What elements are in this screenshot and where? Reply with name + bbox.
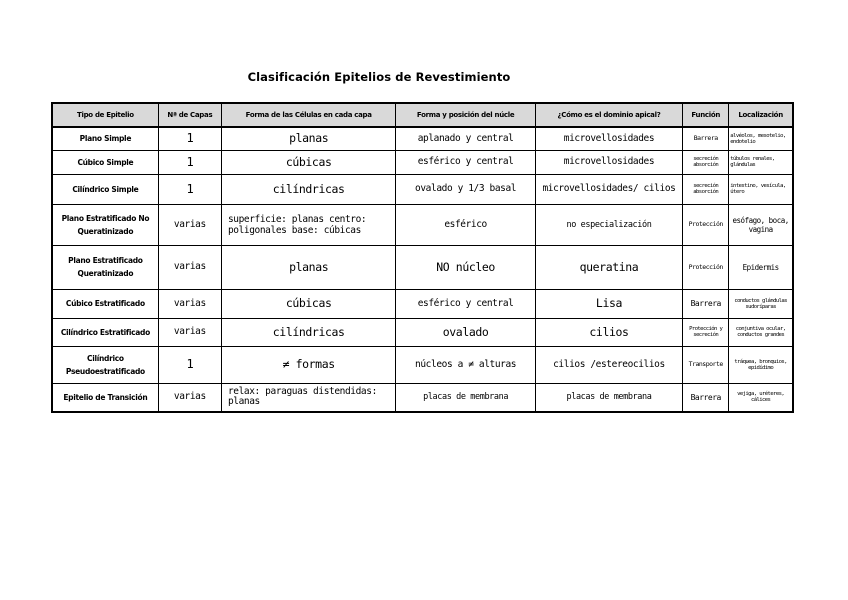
document-title: Clasificación Epitelios de Revestimiento <box>247 70 511 84</box>
table-row <box>52 174 793 204</box>
table-row <box>52 150 793 174</box>
cell-nucleo: núcleos a ≠ alturas <box>396 346 535 383</box>
cell-forma: cúbicas <box>221 289 395 318</box>
cell-apical: cilios /estereocilios <box>535 346 682 383</box>
cell-tipo: Cilíndrico Simple <box>52 174 158 204</box>
cell-capas: varias <box>158 318 221 346</box>
header-funcion: Función <box>683 103 729 127</box>
cell-localizacion: tráquea, bronquios, epidídimo <box>729 346 793 383</box>
cell-capas: 1 <box>158 174 221 204</box>
cell-localizacion: alvéolos, mesotelio, endotelio <box>729 127 793 150</box>
cell-capas: 1 <box>158 346 221 383</box>
cell-tipo: Cúbico Estratificado <box>52 289 158 318</box>
epithelium-classification-table <box>51 102 794 413</box>
cell-forma: ≠ formas <box>221 346 395 383</box>
cell-nucleo: esférico y central <box>396 150 535 174</box>
cell-nucleo: esférico <box>396 204 535 245</box>
cell-funcion: secreción absorción <box>683 150 729 174</box>
cell-apical: Lisa <box>535 289 682 318</box>
cell-forma: planas <box>221 245 395 289</box>
header-nucleo: Forma y posición del núcle <box>396 103 535 127</box>
cell-nucleo: aplanado y central <box>396 127 535 150</box>
cell-forma: cilíndricas <box>221 174 395 204</box>
table-row <box>52 204 793 245</box>
cell-nucleo: ovalado y 1/3 basal <box>396 174 535 204</box>
cell-capas: varias <box>158 383 221 412</box>
header-forma: Forma de las Células en cada capa <box>221 103 395 127</box>
cell-forma: superficie: planas centro: poligonales base: cúbicas <box>221 204 395 245</box>
cell-forma: cilíndricas <box>221 318 395 346</box>
table-row <box>52 245 793 289</box>
cell-tipo: Plano Estratificado No Queratinizado <box>52 204 158 245</box>
cell-tipo: Cilíndrico Pseudoestratificado <box>52 346 158 383</box>
header-apical: ¿Cómo es el dominio apical? <box>535 103 682 127</box>
cell-tipo: Plano Estratificado Queratinizado <box>52 245 158 289</box>
cell-funcion: Protección <box>683 245 729 289</box>
table-row <box>52 289 793 318</box>
cell-tipo: Plano Simple <box>52 127 158 150</box>
cell-localizacion: conjuntiva ocular, conductos grandes <box>729 318 793 346</box>
header-localizacion: Localización <box>729 103 793 127</box>
cell-tipo: Epitelio de Transición <box>52 383 158 412</box>
cell-apical: microvellosidades/ cilios <box>535 174 682 204</box>
cell-localizacion: túbulos renales, glándulas <box>729 150 793 174</box>
header-tipo: Tipo de Epitelio <box>52 103 158 127</box>
header-capas: Nª de Capas <box>158 103 221 127</box>
table-row <box>52 383 793 412</box>
cell-capas: varias <box>158 245 221 289</box>
table-row <box>52 318 793 346</box>
cell-funcion: Barrera <box>683 289 729 318</box>
cell-apical: queratina <box>535 245 682 289</box>
cell-funcion: Transporte <box>683 346 729 383</box>
cell-apical: no especialización <box>535 204 682 245</box>
cell-funcion: Barrera <box>683 127 729 150</box>
cell-nucleo: ovalado <box>396 318 535 346</box>
cell-tipo: Cilíndrico Estratificado <box>52 318 158 346</box>
cell-localizacion: intestino, vesícula, útero <box>729 174 793 204</box>
cell-nucleo: NO núcleo <box>396 245 535 289</box>
cell-funcion: Protección y secreción <box>683 318 729 346</box>
cell-capas: 1 <box>158 150 221 174</box>
cell-localizacion: vejiga, uréteres, cálices <box>729 383 793 412</box>
cell-funcion: Barrera <box>683 383 729 412</box>
cell-nucleo: esférico y central <box>396 289 535 318</box>
cell-funcion: Protección <box>683 204 729 245</box>
cell-apical: microvellosidades <box>535 127 682 150</box>
cell-localizacion: esófago, boca, vagina <box>729 204 793 245</box>
table-header-row <box>52 103 793 127</box>
cell-nucleo: placas de membrana <box>396 383 535 412</box>
cell-capas: varias <box>158 204 221 245</box>
cell-localizacion: conductos glándulas sudoríparas <box>729 289 793 318</box>
cell-localizacion: Epidermis <box>729 245 793 289</box>
cell-forma: relax: paraguas distendidas: planas <box>221 383 395 412</box>
table-row <box>52 127 793 150</box>
cell-funcion: secreción absorción <box>683 174 729 204</box>
cell-capas: varias <box>158 289 221 318</box>
cell-apical: microvellosidades <box>535 150 682 174</box>
table-row <box>52 346 793 383</box>
cell-forma: planas <box>221 127 395 150</box>
cell-apical: cilios <box>535 318 682 346</box>
cell-tipo: Cúbico Simple <box>52 150 158 174</box>
cell-forma: cúbicas <box>221 150 395 174</box>
cell-apical: placas de membrana <box>535 383 682 412</box>
cell-capas: 1 <box>158 127 221 150</box>
